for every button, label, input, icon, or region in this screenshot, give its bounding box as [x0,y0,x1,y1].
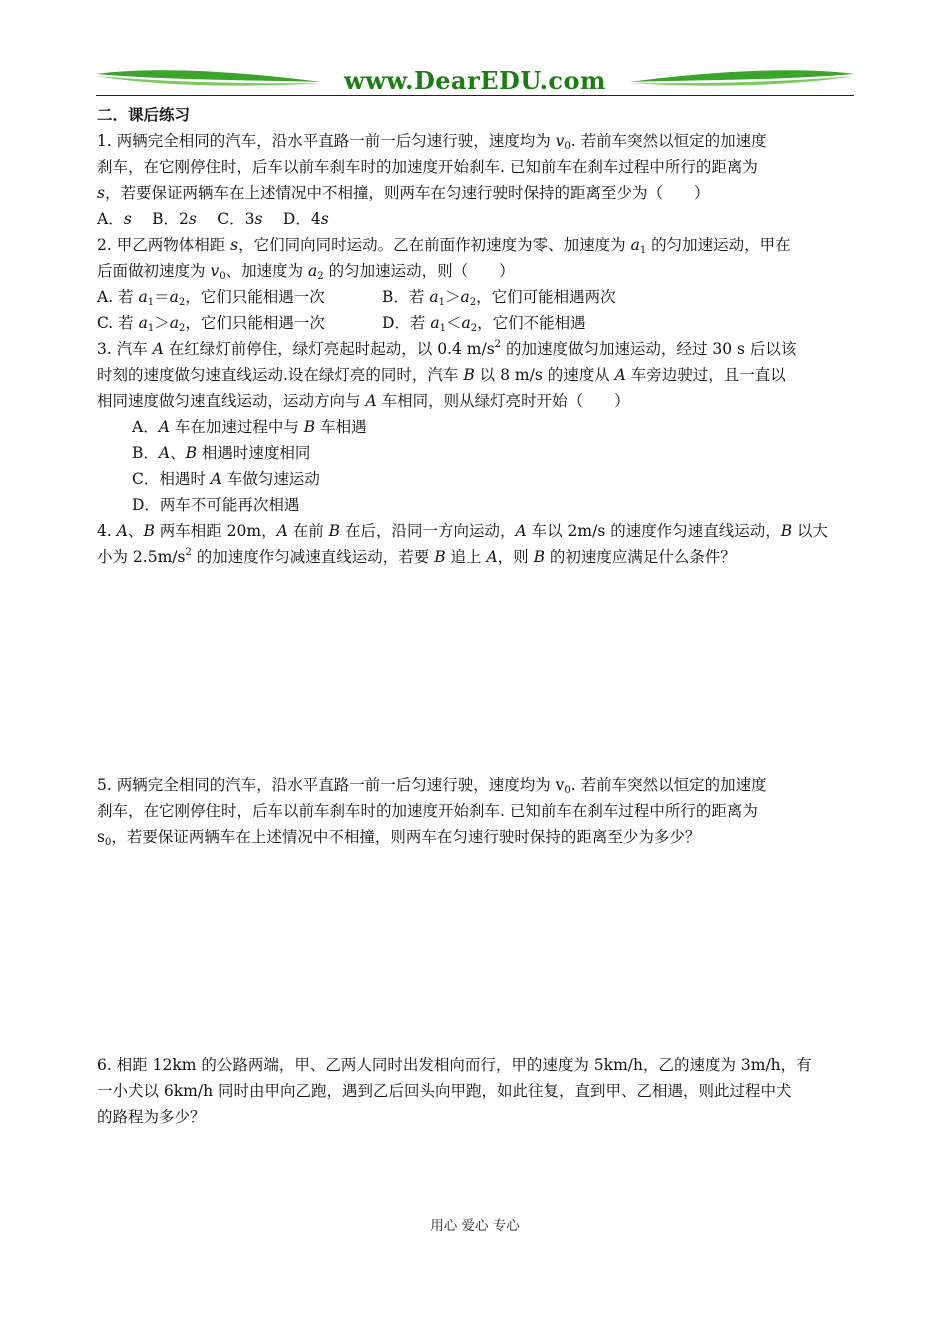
site-logo[interactable]: www.DearEDU.com [344,66,606,95]
question-5 [97,772,857,850]
question-text-line: 5. 两辆完全相同的汽车，沿水平直路一前一后匀速行驶，速度均为 $v_0$. 若前车突然以恒定的加速度 [97,776,767,796]
exercise-content [97,102,857,1130]
option-c: C. 若 $a_1>a_2$，它们只能相遇一次 [97,314,325,334]
option-a: A. 若 $a_1=a_2$，它们只能相遇一次 [97,288,325,308]
question-text-line: 一小犬以 6km/h 同时由甲向乙跑，遇到乙后回头向甲跑，如此往复，直到甲、乙相遇，则此过程中犬 [97,1082,792,1100]
question-6 [97,1052,857,1130]
question-text-line: 1. 两辆完全相同的汽车，沿水平直路一前一后匀速行驶，速度均为 $v_0$. 若前车突然以恒定的加速度 [97,132,767,152]
question-4 [97,518,857,570]
option-d: D．若 $a_1<a_2$，它们不能相遇 [382,314,586,334]
question-text-line: 3. 汽车 A 在红绿灯前停住，绿灯亮起时起动，以 0.4 $m/s^2$ 的加速度做匀加速运动，经过 30 s 后以该 [97,339,797,358]
question-text-line: 后面做初速度为 $v_0$、加速度为 $a_2$ 的匀加速运动，则（ ） [97,262,515,282]
question-text-line: 6. 相距 12km 的公路两端，甲、乙两人同时出发相向而行，甲的速度为 5km/h，乙的速度为 3m/h，有 [97,1056,812,1074]
question-text-line: 时刻的速度做匀速直线运动.设在绿灯亮的同时，汽车 B 以 8 m/s 的速度从 A 车旁边驶过，且一直以 [97,366,786,384]
question-2 [97,232,857,336]
header-divider [96,95,854,96]
question-text-line: 的路程为多少？ [97,1108,206,1126]
option-d: D．两车不可能再次相遇 [132,496,300,514]
option-b: B．2s [152,210,197,228]
question-text-line: 相同速度做匀速直线运动，运动方向与 A 车相同，则从绿灯亮时开始（ ） [97,392,630,410]
answer-space [97,570,857,772]
question-text-line: $s_0$，若要保证两辆车在上述情况中不相撞，则两车在匀速行驶时保持的距离至少为多少？ [97,828,701,848]
answer-space [97,850,857,1052]
option-a: A．A 车在加速过程中与 B 车相遇 [132,418,367,436]
question-text-line: 刹车，在它刚停住时，后车以前车刹车时的加速度开始刹车. 已知前车在刹车过程中所行的距离为 [97,802,758,820]
question-text-line: s，若要保证两辆车在上述情况中不相撞，则两车在匀速行驶时保持的距离至少为（ ） [97,184,710,202]
section-title: 二．课后练习 [97,105,191,124]
option-d: D．4s [282,210,329,228]
answer-options [97,284,857,310]
question-text-line: 4. A、B 两车相距 20m，A 在前 B 在后，沿同一方向运动，A 车以 2m/s 的速度作匀速直线运动，B 以大 [97,522,829,540]
question-text-line: 刹车，在它刚停住时，后车以前车刹车时的加速度开始刹车. 已知前车在刹车过程中所行的距离为 [97,158,758,176]
question-3 [97,336,857,518]
option-a: A．s [97,210,132,228]
option-b: B．A、B 相遇时速度相同 [132,444,311,462]
question-text-line: 小为 $2.5m/s^2$ 的加速度作匀减速直线运动，若要 B 追上 A，则 B 的初速度应满足什么条件？ [97,547,736,566]
option-b: B．若 $a_1>a_2$，它们可能相遇两次 [382,288,616,308]
page-header [96,66,854,98]
option-c: C．相遇时 A 车做匀速运动 [132,470,320,488]
option-c: C．3s [217,210,263,228]
answer-options [97,206,857,232]
question-1 [97,128,857,232]
page-footer: 用心 爱心 专心 [430,1218,520,1234]
question-text-line: 2. 甲乙两物体相距 s，它们同向同时运动。乙在前面作初速度为零、加速度为 $a_1$ 的匀加速运动，甲在 [97,236,791,256]
answer-options [97,310,857,336]
